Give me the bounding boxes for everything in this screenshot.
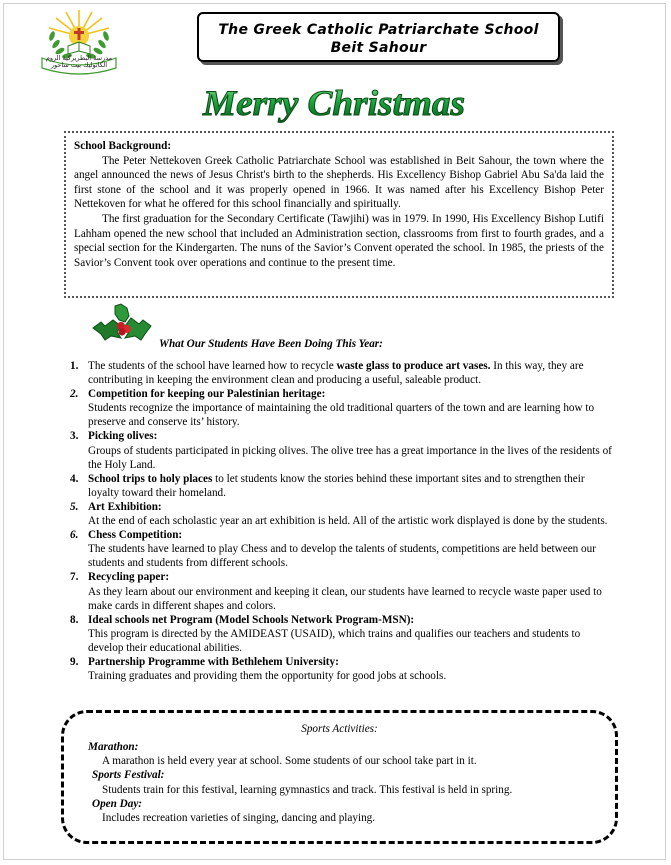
activity-title: Art Exhibition:: [88, 500, 162, 513]
activity-number: 8.: [70, 613, 79, 626]
activity-desc: At the end of each scholastic year an art exhibition is held. All of the artistic work displayed is done by the students.: [88, 515, 608, 528]
activity-desc: to let students know the stories behind these important sites and to strengthen their loyalty toward their homeland.: [88, 472, 585, 499]
sports-list: [88, 740, 588, 825]
activity-desc: In this way, they are contributing in keeping the environment clean and producing a useful, saleable product.: [88, 360, 584, 387]
activity-number: 6.: [70, 529, 79, 542]
activity-title: waste glass to produce art vases.: [336, 360, 491, 372]
sport-heading: Open Day:: [92, 797, 143, 810]
background-heading: School Background:: [74, 140, 172, 152]
activity-title: Recycling paper:: [88, 571, 170, 584]
sport-heading: Sports Festival:: [92, 769, 165, 782]
activity-desc: As they learn about our environment and keeping it clean, our students have learned to recycle waste paper used to make cards in different shapes and colors.: [88, 585, 602, 612]
school-location: Beit Sahour: [330, 40, 427, 56]
activity-item: [70, 655, 615, 683]
holly-decoration: [91, 302, 155, 342]
activity-title: Partnership Programme with Bethlehem University:: [88, 655, 339, 668]
sport-desc: A marathon is held every year at school. Some students of our school take part in it.: [102, 755, 477, 768]
activity-desc: Students recognize the importance of maintaining the old traditional quarters of the town and are learning how to preserve and conserve its’ history.: [88, 402, 595, 429]
sport-desc: Includes recreation varieties of singing, dancing and playing.: [102, 812, 376, 825]
activity-item: [70, 570, 615, 612]
activity-intro: The students of the school have learned how to recycle: [88, 360, 337, 372]
activity-desc: Groups of students participated in picking olives. The olive tree has a great importance in the lives of the residents of the Holy Land.: [88, 444, 612, 471]
school-title-box: [197, 12, 560, 62]
activity-number: 7.: [70, 571, 79, 584]
sports-activities-box: [61, 710, 618, 844]
activity-item: [70, 613, 615, 655]
activity-item: [70, 387, 615, 429]
activity-item: [70, 528, 615, 570]
activities-title: What Our Students Have Been Doing This Year:: [159, 338, 383, 350]
activity-number: 3.: [70, 430, 79, 443]
activity-number: 4.: [70, 472, 79, 485]
activity-item: [70, 500, 615, 528]
activity-title: School trips to holy places: [88, 472, 213, 485]
activity-number: 2.: [70, 388, 79, 401]
activity-title: Picking olives:: [88, 430, 158, 443]
background-paragraph: The Peter Nettekoven Greek Catholic Patriarchate School was established in Beit Sahour, the town where the angel announced the news of Jesus Christ's birth to the shepherds. His Excellency Bishop Gabriel Abu Sa'da laid the first stone of the school and it was properly opened in 1966. It was named after his Excellency Bishop Peter Nettekoven for what he offered for this school financially and spiritually.: [74, 154, 604, 211]
sport-desc: Students train for this festival, learning gymnastics and track. This festival is held in spring.: [102, 783, 513, 796]
school-name: The Greek Catholic Patriarchate School: [218, 22, 539, 38]
activity-desc: This program is directed by the AMIDEAST (USAID), which trains and qualifies our teachers and students to develop their educational abilities.: [88, 627, 581, 654]
banner-text: Merry Christmas: [201, 83, 466, 123]
merry-christmas-banner: [198, 81, 470, 127]
activity-number: 1.: [70, 360, 79, 372]
activity-title: Ideal schools net Program (Model Schools Network Program-MSN):: [88, 613, 415, 626]
activity-number: 9.: [70, 655, 79, 668]
activity-item: [70, 359, 615, 387]
sport-heading: Marathon:: [88, 741, 139, 753]
logo-arabic-text: مدرسة البطريركية الروم الكاثوليك بيت ساحور: [45, 54, 113, 69]
activities-list: [70, 359, 615, 683]
activity-number: 5.: [70, 500, 79, 513]
activity-desc: Training graduates and providing them the opportunity for good jobs at schools.: [88, 670, 447, 683]
activity-desc: The students have learned to play Chess and to develop the talents of students, competitions are held between our students and students from different schools.: [88, 543, 596, 570]
activity-title: Chess Competition:: [88, 529, 183, 542]
activity-title: Competition for keeping our Palestinian heritage:: [88, 388, 326, 401]
school-background-box: [64, 131, 614, 298]
activity-item: [70, 472, 615, 500]
holly-icon: [91, 302, 155, 342]
sports-title: Sports Activities:: [301, 723, 378, 735]
activity-item: [70, 429, 615, 471]
background-paragraph: The first graduation for the Secondary Certificate (Tawjihi) was in 1979. In 1990, His Excellency Bishop Lutifi Lahham opened the new school that included an Administration section, classrooms from first to fourth grades, and a special section for the Kindergarten. The nuns of the Savior’s Convent operated the school. In 1985, the priests of the Savior’s Convent took over operations and continue to the present time.: [74, 212, 604, 269]
